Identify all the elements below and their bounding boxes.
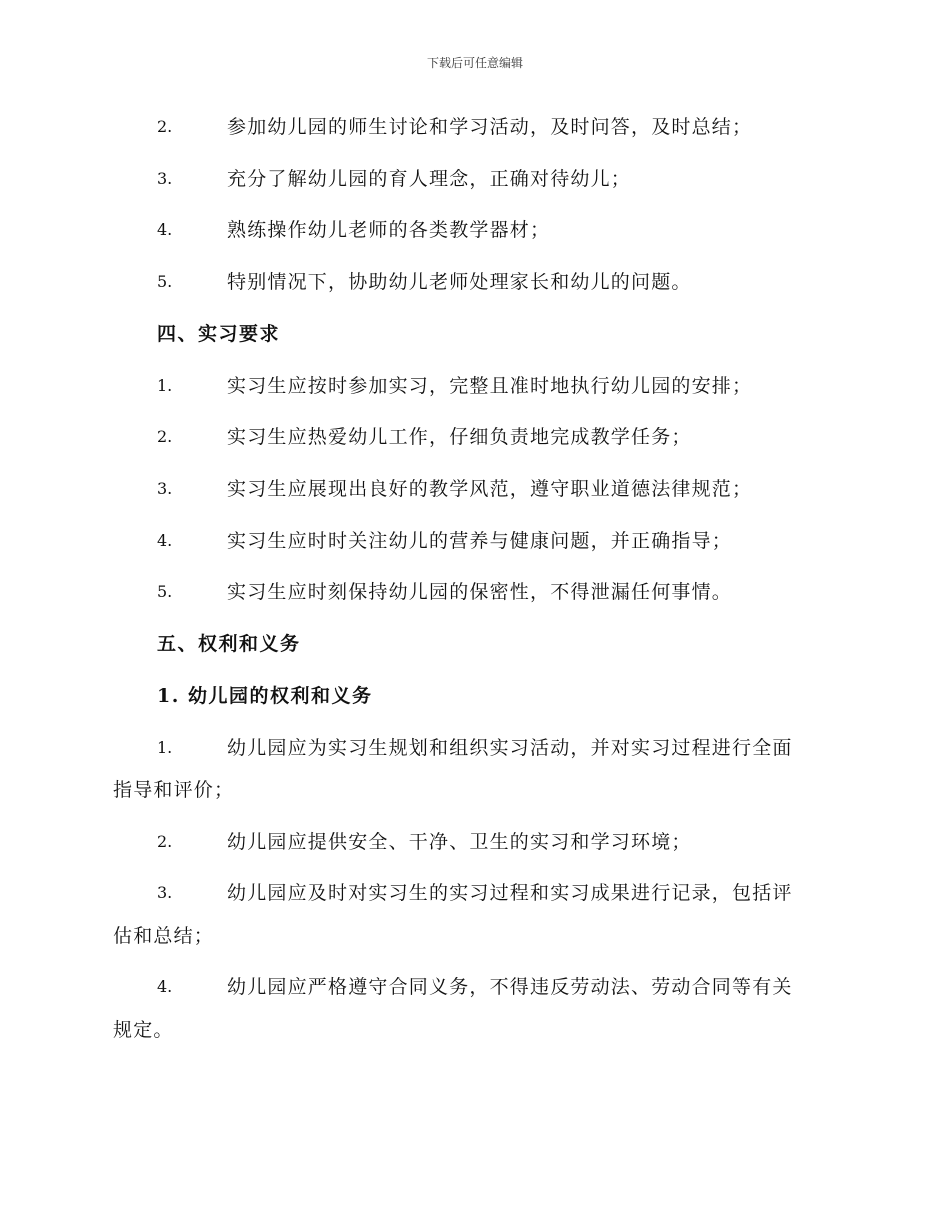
list-item-continuation-text: 估和总结；	[113, 925, 215, 947]
list-item-number: 4.	[157, 220, 173, 239]
list-item-continuation	[0, 921, 950, 951]
list-item	[0, 474, 950, 504]
list-item-text: 幼儿园应及时对实习生的实习过程和实习成果进行记录，包括评	[227, 882, 793, 904]
list-item-continuation-text: 指导和评价；	[113, 779, 235, 801]
list-item-number: 2.	[157, 832, 173, 851]
list-item-text: 幼儿园应严格遵守合同义务，不得违反劳动法、劳动合同等有关	[227, 976, 793, 998]
list-item-number: 1.	[157, 376, 173, 395]
list-item-text: 特别情况下，协助幼儿老师处理家长和幼儿的问题。	[227, 271, 692, 293]
list-item-number: 5.	[157, 582, 173, 601]
list-item-text: 幼儿园应为实习生规划和组织实习活动，并对实习过程进行全面	[227, 737, 793, 759]
list-item-continuation-text: 规定。	[113, 1019, 174, 1041]
list-item-number: 5.	[157, 272, 173, 291]
list-item-number: 1.	[157, 738, 173, 757]
list-item-text: 参加幼儿园的师生讨论和学习活动，及时问答，及时总结；	[227, 116, 753, 138]
page-header: 下载后可任意编辑	[426, 56, 523, 70]
list-item-number: 4.	[157, 531, 173, 550]
list-item-text: 熟练操作幼儿老师的各类教学器材；	[227, 219, 551, 241]
list-item-text: 实习生应展现出良好的教学风范，遵守职业道德法律规范；	[227, 478, 753, 500]
list-item	[0, 972, 950, 1002]
list-item-continuation	[0, 775, 950, 805]
list-item-number: 3.	[157, 169, 173, 188]
list-item-number: 2.	[157, 117, 173, 136]
list-item-text: 充分了解幼儿园的育人理念，正确对待幼儿；	[227, 168, 632, 190]
list-item-text: 实习生应按时参加实习，完整且准时地执行幼儿园的安排；	[227, 375, 753, 397]
list-item-continuation	[0, 1015, 950, 1045]
list-item	[0, 422, 950, 452]
subsection-heading	[0, 681, 950, 711]
list-item	[0, 371, 950, 401]
list-item	[0, 164, 950, 194]
list-item-text: 幼儿园应提供安全、干净、卫生的实习和学习环境；	[227, 831, 692, 853]
list-item-number: 3.	[157, 479, 173, 498]
list-item-text: 实习生应热爱幼儿工作，仔细负责地完成教学任务；	[227, 426, 692, 448]
list-item	[0, 733, 950, 763]
section-heading-text: 四、实习要求	[157, 323, 281, 345]
list-item-text: 实习生应时刻保持幼儿园的保密性，不得泄漏任何事情。	[227, 581, 733, 603]
list-item	[0, 215, 950, 245]
list-item	[0, 878, 950, 908]
list-item-number: 2.	[157, 427, 173, 446]
list-item	[0, 526, 950, 556]
subsection-heading-text: 1. 幼儿园的权利和义务	[157, 685, 373, 707]
list-item-number: 3.	[157, 883, 173, 902]
list-item	[0, 827, 950, 857]
list-item-number: 4.	[157, 977, 173, 996]
list-item-text: 实习生应时时关注幼儿的营养与健康问题，并正确指导；	[227, 530, 733, 552]
section-heading-text: 五、权利和义务	[157, 633, 301, 655]
section-heading	[0, 629, 950, 659]
list-item	[0, 112, 950, 142]
section-heading	[0, 319, 950, 349]
list-item	[0, 267, 950, 297]
list-item	[0, 577, 950, 607]
